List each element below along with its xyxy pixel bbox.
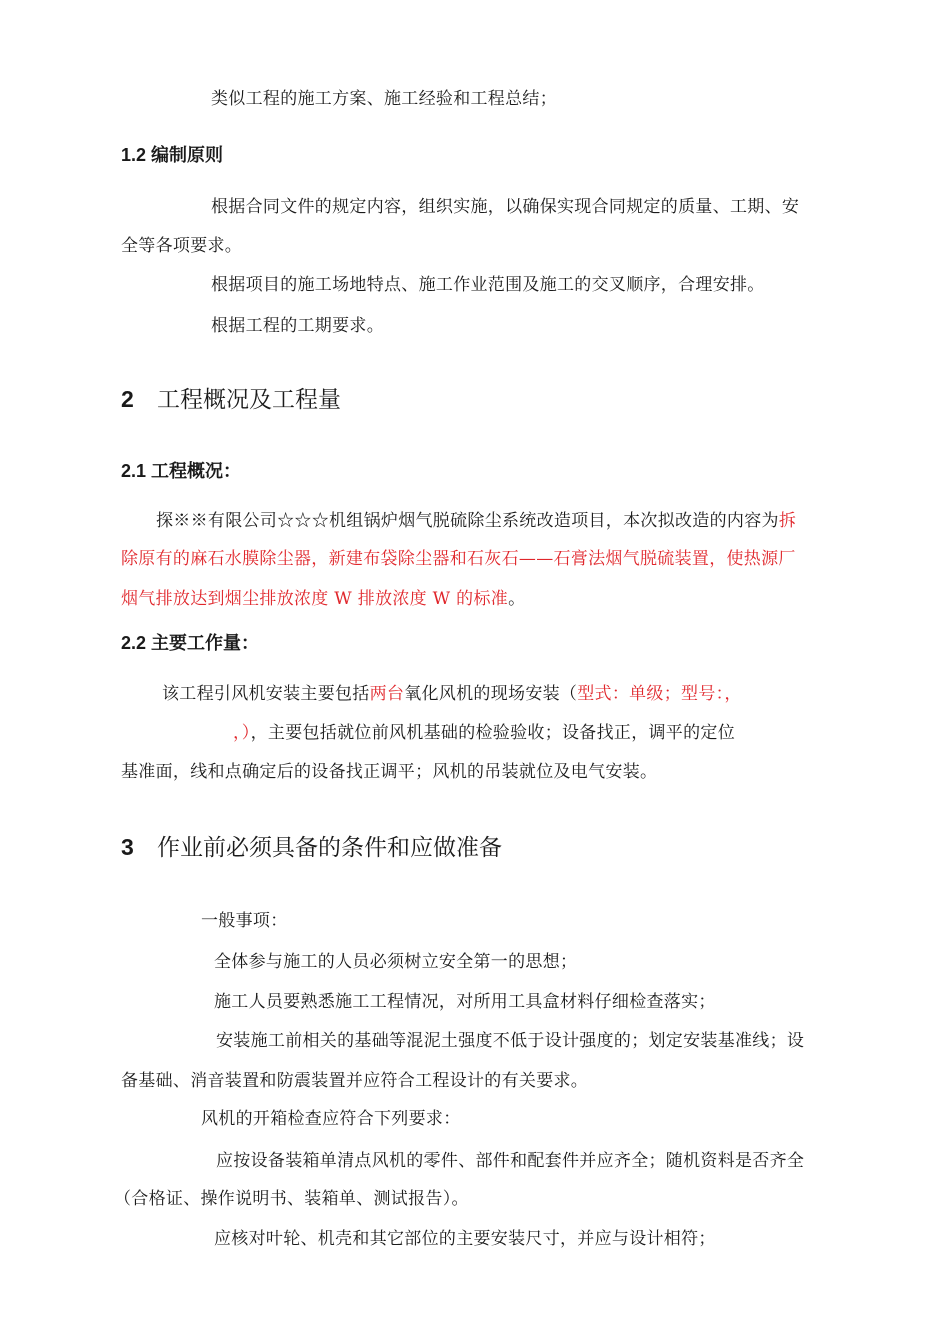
paragraph-line: 根据项目的施工场地特点、施工作业范围及施工的交叉顺序，合理安排。: [211, 275, 765, 295]
text-run: 探※※有限公司☆☆☆机组锅炉烟气脱硫除尘系统改造项目，本次拟改造的内容为: [156, 511, 779, 531]
chapter-number: 2: [121, 386, 134, 412]
paragraph-line: 应核对叶轮、机壳和其它部位的主要安装尺寸，并应与设计相符；: [214, 1229, 716, 1249]
paragraph-line: 基准面，线和点确定后的设备找正调平；风机的吊装就位及电气安装。: [121, 762, 658, 782]
paragraph-line: 风机的开箱检查应符合下列要求：: [201, 1109, 461, 1129]
paragraph-line: 一般事项：: [201, 911, 288, 931]
text-run: 。: [508, 589, 526, 609]
highlighted-text: 除原有的麻石水膜除尘器，新建布袋除尘器和石灰石——石膏法烟气脱硫装置，使热源厂: [121, 549, 796, 569]
section-heading-2-1: 2.1 工程概况：: [121, 461, 242, 481]
paragraph-line: （合格证、操作说明书、装箱单、测试报告）。: [114, 1189, 469, 1209]
section-heading-1-2: 1.2 编制原则: [121, 145, 224, 165]
paragraph-line: 施工人员要熟悉施工工程情况，对所用工具盒材料仔细检查落实；: [214, 992, 716, 1012]
paragraph-line: [233, 722, 735, 744]
chapter-title: 工程概况及工程量: [157, 387, 341, 413]
highlighted-text: 型式：单级；型号：，: [577, 684, 742, 704]
paragraph-line: [162, 683, 742, 705]
highlighted-text: 两台: [369, 684, 405, 704]
text-run: 该工程引风机安装主要包括: [162, 684, 370, 704]
paragraph-line: 全等各项要求。: [121, 236, 243, 256]
text-run: ，主要包括就位前风机基础的检验验收；设备找正，调平的定位: [250, 723, 736, 743]
highlighted-text: 拆: [778, 511, 797, 531]
paragraph-line: 备基础、消音装置和防震装置并应符合工程设计的有关要求。: [121, 1071, 589, 1091]
paragraph-line: 根据合同文件的规定内容，组织实施，以确保实现合同规定的质量、工期、安: [211, 197, 800, 217]
paragraph-line: [156, 510, 796, 532]
highlighted-text: 烟气排放达到烟尘排放浓度 W 排放浓度 W 的标准: [121, 589, 509, 609]
chapter-heading-2: [121, 384, 341, 415]
paragraph-line: 安装施工前相关的基础等混泥土强度不低于设计强度的；划定安装基准线；设: [216, 1031, 805, 1051]
chapter-heading-3: [121, 832, 502, 863]
chapter-number: 3: [121, 834, 134, 860]
paragraph-line: 全体参与施工的人员必须树立安全第一的思想；: [214, 952, 578, 972]
chapter-title: 作业前必须具备的条件和应做准备: [157, 835, 502, 861]
highlighted-text: ，）: [233, 723, 251, 743]
text-run: 氧化风机的现场安装（: [404, 684, 578, 704]
paragraph-line: [121, 588, 525, 610]
paragraph-line: 应按设备装箱单清点风机的零件、部件和配套件并应齐全；随机资料是否齐全: [216, 1151, 805, 1171]
section-heading-2-2: 2.2 主要工作量：: [121, 633, 260, 653]
paragraph-line: 类似工程的施工方案、施工经验和工程总结；: [211, 89, 557, 109]
paragraph-line: 根据工程的工期要求。: [211, 316, 384, 336]
